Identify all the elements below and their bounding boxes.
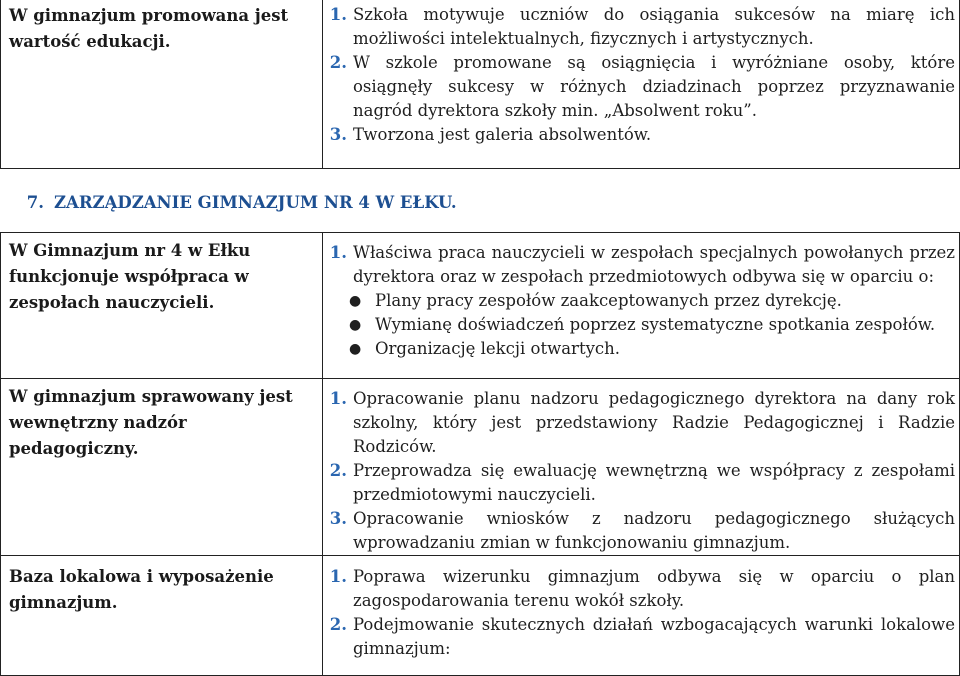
bullet-icon: ●: [349, 317, 362, 333]
bullet-text: Plany pracy zespołów zaakceptowanych przez dyrekcję.: [375, 291, 842, 310]
standard-cell: [1, 379, 323, 556]
bullet-icon: ●: [349, 293, 362, 309]
table-row: [1, 233, 960, 379]
list-item: [323, 241, 955, 289]
item-number: 3.: [329, 509, 347, 528]
standard-cell: [1, 556, 323, 676]
actions-list: [323, 379, 955, 555]
actions-list: [323, 0, 955, 147]
item-number: 1.: [329, 567, 347, 586]
list-item: [323, 507, 955, 555]
item-text: Opracowanie wniosków z nadzoru pedagogicznego służących wprowadzaniu zmian w funkcjonowaniu gimnazjum.: [353, 509, 955, 552]
list-item: [323, 613, 955, 661]
list-item: [323, 459, 955, 507]
item-number: 2.: [329, 461, 347, 480]
section-heading: [8, 193, 457, 212]
table-row: [1, 379, 960, 556]
item-text: W szkole promowane są osiągnięcia i wyróżniane osoby, które osiągnęły sukcesy w różnych dziadzinach poprzez przyznawanie nagród dyrektora szkoły min. „Absolwent roku”.: [353, 53, 955, 120]
list-item: [323, 387, 955, 459]
bullet-item: [349, 337, 955, 361]
item-text: Przeprowadza się ewaluację wewnętrzną we współpracy z zespołami przedmiotowymi nauczycieli.: [353, 461, 955, 504]
bullet-text: Wymianę doświadczeń poprzez systematyczne spotkania zespołów.: [375, 315, 936, 334]
standard-label: W gimnazjum promowana jest wartość edukacji.: [9, 6, 289, 51]
item-text: Szkoła motywuje uczniów do osiągania sukcesów na miarę ich możliwości intelektualnych, fizycznych i artystycznych.: [353, 5, 955, 48]
bullet-item: [349, 313, 955, 337]
list-item: [323, 123, 955, 147]
table-row: [1, 556, 960, 676]
standard-label: W Gimnazjum nr 4 w Ełku funkcjonuje współpraca w zespołach nauczycieli.: [9, 241, 251, 312]
table-row: [1, 0, 960, 169]
item-number: 1.: [329, 389, 347, 408]
standard-cell: [1, 0, 323, 169]
item-text: Podejmowanie skutecznych działań wzbogacających warunki lokalowe gimnazjum:: [353, 615, 955, 658]
item-number: 2.: [329, 615, 347, 634]
list-item: [323, 51, 955, 123]
bullet-item: [349, 289, 955, 313]
table-edukacja: [0, 0, 960, 169]
standard-cell: [1, 233, 323, 379]
actions-cell: [323, 233, 960, 379]
actions-list: [323, 233, 955, 361]
item-number: 3.: [329, 125, 347, 144]
table-zarzadzanie: [0, 232, 960, 676]
list-item: [323, 565, 955, 613]
standard-label: W gimnazjum sprawowany jest wewnętrzny nadzór pedagogiczny.: [9, 387, 293, 458]
item-text: Tworzona jest galeria absolwentów.: [353, 125, 652, 144]
bullet-icon: ●: [349, 341, 362, 357]
item-number: 1.: [329, 243, 347, 262]
bullet-text: Organizację lekcji otwartych.: [375, 339, 621, 358]
item-number: 1.: [329, 5, 347, 24]
item-text: Opracowanie planu nadzoru pedagogicznego dyrektora na dany rok szkolny, który jest przedstawiony Radzie Pedagogicznej i Radzie Rodziców.: [353, 389, 955, 456]
item-number: 2.: [329, 53, 347, 72]
section-number: 7.: [26, 193, 44, 212]
section-title: ZARZĄDZANIE GIMNAZJUM NR 4 W EŁKU.: [54, 193, 457, 212]
list-item: [323, 3, 955, 51]
item-text: Właściwa praca nauczycieli w zespołach specjalnych powołanych przez dyrektora oraz w zespołach przedmiotowych odbywa się w oparciu o:: [353, 243, 955, 286]
actions-cell: [323, 379, 960, 556]
actions-cell: [323, 556, 960, 676]
standard-label: Baza lokalowa i wyposażenie gimnazjum.: [9, 567, 274, 612]
actions-list: [323, 556, 955, 661]
item-text: Poprawa wizerunku gimnazjum odbywa się w oparciu o plan zagospodarowania terenu wokół szkoły.: [353, 567, 955, 610]
actions-cell: [323, 0, 960, 169]
